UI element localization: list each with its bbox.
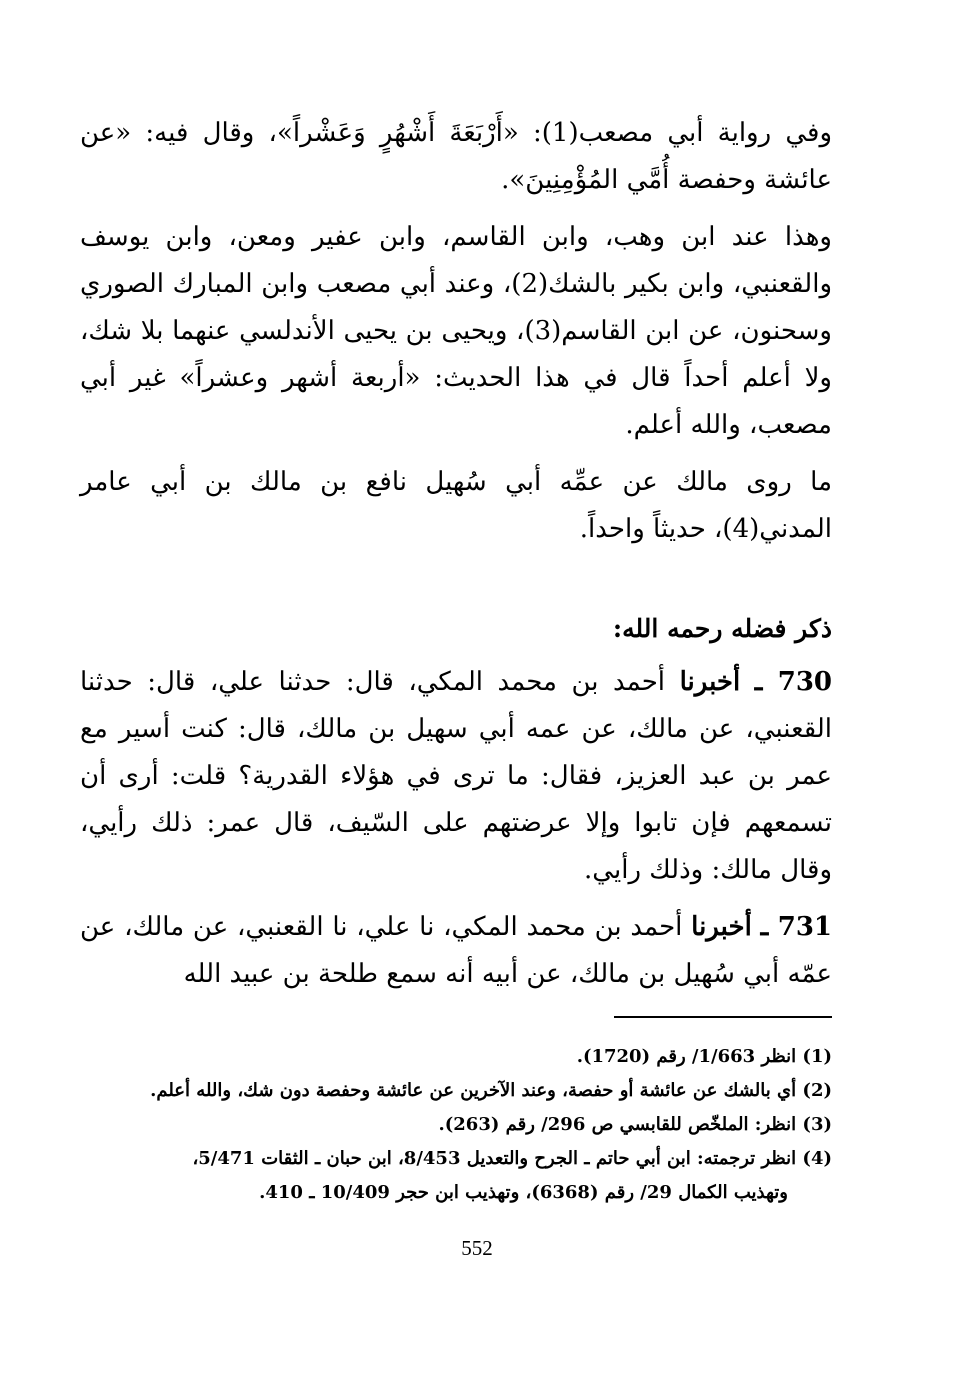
hadith-number: 731 ـ <box>760 912 833 942</box>
hadith-lead-word: أخبرنا <box>679 667 741 697</box>
footnote-separator <box>614 1016 832 1018</box>
page-number: 552 <box>461 1236 493 1260</box>
hadith-number: 730 ـ <box>754 667 833 697</box>
hadith-text: أحمد بن محمد المكي، قال: حدثنا علي، قال: حدثنا القعنبي، عن مالك، عن عمه أبي سهيل بن مالك، قال: كنت أسير مع عمر بن عبد العزيز، فقال: ما ترى في هؤلاء القدرية؟ قلت: أرى أن تسمعهم فإن تابوا وإلا عرضتهم على السّيف، قال عمر: ذلك رأيي، وقال مالك: وذلك رأيي. <box>80 667 832 885</box>
paragraph-malik-from-uncle: ما روى مالك عن عمِّه أبي سُهيل نافع بن مالك بن أبي عامر المدني(4)، حديثاً واحداً. <box>80 467 832 544</box>
footnote-1: (1) انظر 1/663/ رقم (1720). <box>576 1046 832 1067</box>
paragraph-abu-musab-riwaya: وفي رواية أبي مصعب(1): «أَرْبَعَةَ أَشْهُرٍ وَعَشْراً»، وقال فيه: «عن عائشة وحفصة أُمَّي المُؤْمِنِينَ». <box>80 118 833 195</box>
hadith-731 <box>80 904 832 998</box>
hadith-730 <box>80 659 832 894</box>
footnote-4: (4) انظر ترجمته: ابن أبي حاتم ـ الجرح والتعديل 8/453، ابن حبان ـ الثقات 5/471، <box>192 1148 832 1169</box>
hadith-lead-word: أخبرنا <box>691 912 752 942</box>
footnote-4-continued: وتهذيب الكمال 29/ رقم (6368)، وتهذيب ابن حجر 10/409 ـ 410. <box>259 1182 788 1203</box>
page-body <box>80 110 833 1203</box>
footnote-2: (2) أي بالشك عن عائشة أو حفصة، وعند الآخرين عن عائشة وحفصة دون شك، والله أعلم. <box>150 1080 832 1101</box>
section-heading: ذكر فضله رحمه الله: <box>612 614 832 643</box>
hadith-text: أحمد بن محمد المكي، نا علي، نا القعنبي، عن مالك، عن عمّه أبي سُهيل بن مالك، عن أبيه أنه سمع طلحة بن عبيد الله <box>80 912 832 989</box>
footnote-3: (3) انظر: الملخّص للقابسي ص 296/ رقم (263). <box>438 1114 832 1135</box>
paragraph-narrators: وهذا عند ابن وهب، وابن القاسم، وابن عفير ومعن، وابن يوسف والقعنبي، وابن بكير بالشك(2)، وعند أبي مصعب وابن المبارك الصوري وسحنون، عن ابن القاسم(3)، ويحيى بن يحيى الأندلسي عنهما بلا شك، ولا أعلم أحداً قال في هذا الحديث: «أربعة أشهر وعشراً» غير أبي مصعب، والله أعلم. <box>80 222 832 440</box>
footnotes <box>80 1040 832 1210</box>
